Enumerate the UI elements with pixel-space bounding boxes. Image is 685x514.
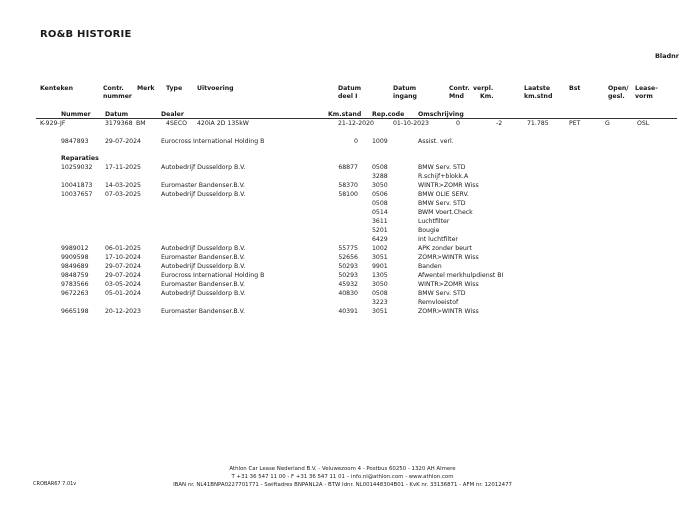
cell-nummer: 9848759	[61, 272, 89, 279]
column-header: Datum	[105, 111, 129, 118]
cell-nummer: 10259032	[61, 164, 93, 171]
table-cell: Assist. verl.	[418, 138, 454, 145]
table-cell: G	[605, 120, 610, 127]
column-header: gesl.	[608, 93, 625, 100]
table-cell: 29-07-2024	[105, 138, 141, 145]
column-header: verpl.	[473, 85, 494, 92]
cell-dealer: Euromaster Bandenser.B.V.	[161, 254, 246, 261]
cell-omschrijving: BMW Serv. STD	[418, 200, 466, 207]
footer-bank-details: IBAN nr. NL41BNPA0227701771 - Swiftadres BNPANL2A - BTW Idnr. NL001448304B01 - KvK nr. 33136871 - AFM nr. 12012477	[173, 482, 512, 488]
column-header: nummer	[103, 93, 132, 100]
cell-omschrijving: Afwentel merkhulpdienst BI	[418, 272, 504, 279]
cell-omschrijving: Luchtfilter	[418, 218, 450, 225]
cell-dealer: Eurocross International Holding B	[161, 272, 265, 279]
cell-dealer: Euromaster Bandenser.B.V.	[161, 281, 246, 288]
column-header: Kenteken	[40, 85, 73, 92]
section-label: Reparaties	[61, 155, 99, 162]
cell-nummer: 9665198	[61, 308, 89, 315]
cell-omschrijving: WINTR>ZOMR Wiss	[418, 182, 479, 189]
cell-omschrijving: BMW Serv. STD	[418, 164, 466, 171]
table-cell: -2	[496, 120, 503, 127]
cell-nummer: 10041873	[61, 182, 93, 189]
cell-code: 9901	[372, 263, 388, 270]
cell-km: 58370	[338, 182, 358, 189]
cell-dealer: Autobedrijf Dusseldorp B.V.	[161, 245, 246, 252]
cell-omschrijving: Bougie	[418, 227, 440, 234]
table-cell: 71.785	[527, 120, 549, 127]
cell-km: 55775	[338, 245, 358, 252]
cell-code: 3050	[372, 182, 388, 189]
cell-nummer: 9989012	[61, 245, 89, 252]
table-cell: 0	[456, 120, 460, 127]
footer-contact: T +31 36 547 11 00 - F +31 36 547 11 01 – info.nl@athlon.com - www.athlon.com	[231, 474, 454, 480]
cell-datum: 29-07-2024	[105, 263, 141, 270]
column-header: Laatste	[524, 85, 551, 92]
cell-dealer: Autobedrijf Dusseldorp B.V.	[161, 263, 246, 270]
column-header: ingang	[393, 93, 417, 100]
cell-code: 0508	[372, 290, 388, 297]
column-header: Datum	[338, 85, 362, 92]
cell-dealer: Autobedrijf Dusseldorp B.V.	[161, 164, 246, 171]
cell-km: 50293	[338, 272, 358, 279]
column-header: Km.stand	[328, 111, 362, 118]
cell-datum: 03-05-2024	[105, 281, 141, 288]
cell-nummer: 10037657	[61, 191, 93, 198]
column-header: Contr.	[103, 85, 124, 92]
cell-nummer: 9672263	[61, 290, 89, 297]
cell-code: 0514	[372, 209, 388, 216]
cell-code: 6429	[372, 236, 388, 243]
cell-datum: 05-01-2024	[105, 290, 141, 297]
column-header: Dealer	[161, 111, 184, 118]
column-header: Contr.	[449, 85, 470, 92]
cell-code: 0508	[372, 164, 388, 171]
column-header: Mnd	[449, 93, 464, 100]
cell-omschrijving: Banden	[418, 263, 442, 270]
cell-omschrijving: Int luchtfilter	[418, 236, 458, 243]
cell-nummer: 9849689	[61, 263, 89, 270]
cell-code: 3223	[372, 299, 388, 306]
cell-datum: 20-12-2023	[105, 308, 141, 315]
cell-code: 0506	[372, 191, 388, 198]
cell-km: 40830	[338, 290, 358, 297]
cell-code: 0508	[372, 200, 388, 207]
cell-omschrijving: ZOMR>WINTR Wiss	[418, 308, 479, 315]
column-header: Merk	[137, 85, 155, 92]
column-header: Rep.code	[372, 111, 405, 118]
table-cell: PET	[569, 120, 581, 127]
cell-datum: 17-11-2025	[105, 164, 141, 171]
cell-omschrijving: WINTR>ZOMR Wiss	[418, 281, 479, 288]
cell-code: 3051	[372, 308, 388, 315]
cell-code: 5201	[372, 227, 388, 234]
cell-datum: 07-03-2025	[105, 191, 141, 198]
cell-code: 3050	[372, 281, 388, 288]
cell-code: 3051	[372, 254, 388, 261]
column-header: Open/	[608, 85, 629, 92]
table-cell: 0	[354, 138, 358, 145]
table-cell: 9847893	[61, 138, 89, 145]
form-reference: CROBAR67 7.01v	[33, 481, 77, 487]
page-number-label: Bladnr	[654, 52, 679, 60]
cell-dealer: Autobedrijf Dusseldorp B.V.	[161, 191, 246, 198]
cell-nummer: 9909598	[61, 254, 89, 261]
column-header: vorm	[635, 93, 653, 100]
cell-omschrijving: ZOMR>WINTR Wiss	[418, 254, 479, 261]
table-cell: OSL	[637, 120, 650, 127]
cell-omschrijving: Remvloeistof	[418, 299, 459, 306]
column-header: deel I	[338, 93, 358, 100]
cell-omschrijving: APK zonder beurt	[418, 245, 472, 252]
cell-dealer: Autobedrijf Dusseldorp B.V.	[161, 290, 246, 297]
cell-code: 3288	[372, 173, 388, 180]
table-cell: Eurocross International Holding B	[161, 138, 265, 145]
column-header: Km.	[480, 93, 494, 100]
column-header: Omschrijving	[418, 111, 464, 118]
cell-km: 40391	[338, 308, 358, 315]
header-divider	[36, 118, 677, 119]
table-cell: 3179368	[105, 120, 133, 127]
table-cell: 420iA 2D 135kW	[197, 120, 249, 127]
table-cell: 4SECO	[166, 120, 187, 127]
cell-km: 68877	[338, 164, 358, 171]
cell-code: 1305	[372, 272, 388, 279]
cell-datum: 14-03-2025	[105, 182, 141, 189]
column-header: Lease-	[635, 85, 658, 92]
cell-omschrijving: BMW Serv. STD	[418, 290, 466, 297]
cell-km: 58100	[338, 191, 358, 198]
footer-address: Athlon Car Lease Nederland B.V. - Veluwezoom 4 - Postbus 60250 - 1320 AH Almere	[229, 466, 456, 472]
cell-nummer: 9783566	[61, 281, 89, 288]
cell-datum: 06-01-2025	[105, 245, 141, 252]
column-header: Datum	[393, 85, 417, 92]
cell-code: 3611	[372, 218, 388, 225]
cell-km: 50293	[338, 263, 358, 270]
column-header: km.stnd	[524, 93, 553, 100]
table-cell: 21-12-2020	[338, 120, 374, 127]
cell-code: 1002	[372, 245, 388, 252]
column-header: Bst	[569, 85, 581, 92]
column-header: Type	[166, 85, 183, 92]
cell-dealer: Euromaster Bandenser.B.V.	[161, 182, 246, 189]
column-header: Uitvoering	[197, 85, 234, 92]
table-cell: 01-10-2023	[393, 120, 429, 127]
page-title: RO&B HISTORIE	[40, 29, 132, 40]
cell-datum: 17-10-2024	[105, 254, 141, 261]
cell-omschrijving: BWM Voert.Check	[418, 209, 473, 216]
table-cell: BM	[136, 120, 146, 127]
column-header: Nummer	[61, 111, 91, 118]
cell-km: 45932	[338, 281, 358, 288]
cell-omschrijving: R.schijf+blokk.A	[418, 173, 469, 180]
table-cell: 1009	[372, 138, 388, 145]
cell-dealer: Euromaster Bandenser.B.V.	[161, 308, 246, 315]
cell-omschrijving: BMW OLIE SERV.	[418, 191, 469, 198]
cell-km: 52656	[338, 254, 358, 261]
cell-datum: 29-07-2024	[105, 272, 141, 279]
table-cell: K-929-JF	[40, 120, 66, 127]
